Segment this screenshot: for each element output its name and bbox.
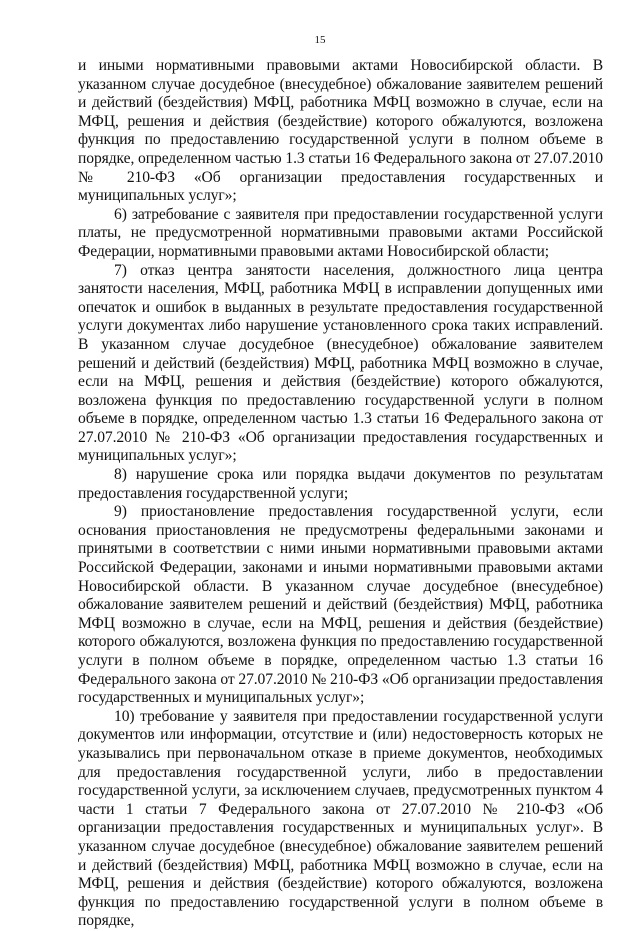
page-number: 15 — [314, 34, 326, 46]
paragraph-item-7: 7) отказ центра занятости населения, должностного лица центра занятости населения, МФЦ, работника МФЦ в исправлении допущенных ими опечаток и ошибок в выданных в результате предоставления государственной услуги документах либо нарушение установленного срока таких исправлений. В указанном случае досудебное (внесудебное) обжалование заявителем решений и действий (бездействия) МФЦ, работника МФЦ возможно в случае, если на МФЦ, решения и действия (бездействие) которого обжалуются, возложена функция по предоставлению государственной услуги в полном объеме в порядке, определенном частью 1.3 статьи 16 Федерального закона от 27.07.2010 № 210-ФЗ «Об организации предоставления государственных и муниципальных услуг»; — [78, 261, 603, 465]
paragraph-item-6: 6) затребование с заявителя при предоставлении государственной услуги платы, не предусмотренной нормативными правовыми актами Российской Федерации, нормативными правовыми актами Новосибирской области; — [78, 205, 603, 260]
paragraph-item-8: 8) нарушение срока или порядка выдачи документов по результатам предоставления государственной услуги; — [78, 466, 603, 502]
paragraph-item-10: 10) требование у заявителя при предоставлении государственной услуги документов или информации, отсутствие и (или) недостоверность которых не указывались при первоначальном отказе в приеме документов, необходимых для предоставления государственной услуги, либо в предоставлении государственной услуги, за исключением случаев, предусмотренных пунктом 4 части 1 статьи 7 Федерального закона от 27.07.2010 № 210-ФЗ «Об организации предоставления государственных и муниципальных услуг». В указанном случае досудебное (внесудебное) обжалование заявителем решений и действий (бездействия) МФЦ, работника МФЦ возможно в случае, если на МФЦ, решения и действия (бездействие) которого обжалуются, возложена функция по предоставлению государственной услуги в полном объеме в порядке, — [78, 707, 603, 930]
document-body — [78, 57, 603, 931]
paragraph-continuation: и иными нормативными правовыми актами Новосибирской области. В указанном случае досудебное (внесудебное) обжалование заявителем решений и действий (бездействия) МФЦ, работника МФЦ возможно в случае, если на МФЦ, решения и действия (бездействие) которого обжалуются, возложена функция по предоставлению государственной услуги в полном объеме в порядке, определенном частью 1.3 статьи 16 Федерального закона от 27.07.2010 № 210-ФЗ «Об организации предоставления государственных и муниципальных услуг»; — [78, 57, 603, 205]
paragraph-item-9: 9) приостановление предоставления государственной услуги, если основания приостановления не предусмотрены федеральными законами и принятыми в соответствии с ними иными нормативными правовыми актами Российской Федерации, законами и иными нормативными правовыми актами Новосибирской области. В указанном случае досудебное (внесудебное) обжалование заявителем решений и действий (бездействия) МФЦ, работника МФЦ возможно в случае, если на МФЦ, решения и действия (бездействие) которого обжалуются, возложена функция по предоставлению государственной услуги в полном объеме в порядке, определенном частью 1.3 статьи 16 Федерального закона от 27.07.2010 № 210-ФЗ «Об организации предоставления государственных и муниципальных услуг»; — [78, 503, 603, 707]
